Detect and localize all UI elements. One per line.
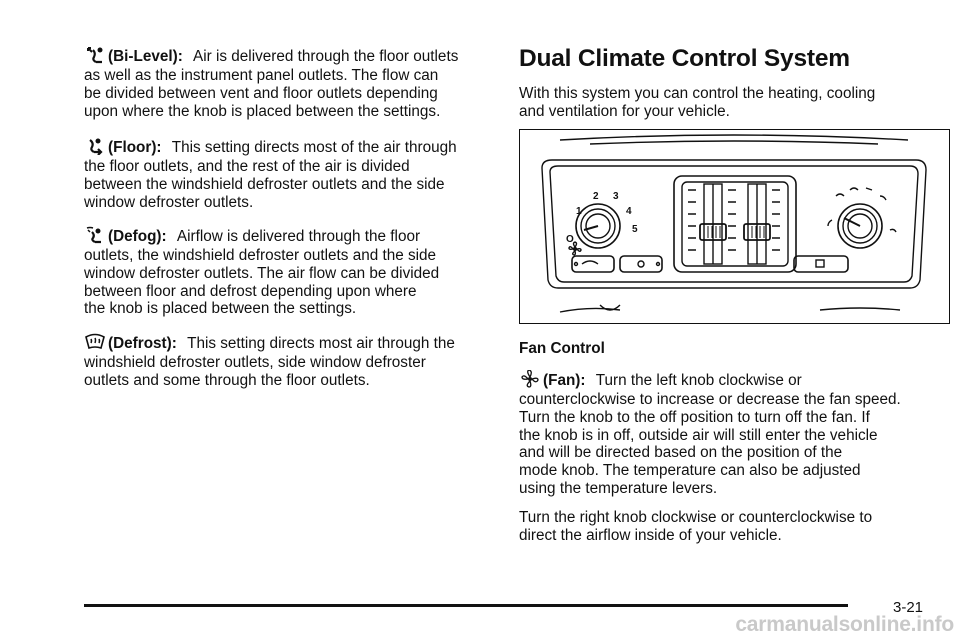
fan-paragraph	[519, 370, 901, 498]
mode-line-1: Turn the right knob clockwise or counterclockwise to	[519, 509, 873, 526]
bilevel-line-4: upon where the knob is placed between the settings.	[84, 102, 441, 120]
fan-line-5: and will be directed based on the position of the	[519, 444, 843, 462]
footer-rule	[84, 604, 848, 607]
defrost-line-2: windshield defroster outlets, side window defroster	[84, 354, 426, 371]
defrost-line-3: outlets and some through the floor outlets.	[84, 371, 370, 389]
bilevel-line-2: as well as the instrument panel outlets. The flow can	[84, 67, 439, 84]
defog-line-3: window defroster outlets. The air flow can be divided	[84, 264, 440, 282]
fan-icon	[519, 370, 541, 387]
fan-line-4: the knob is in off, outside air will still enter the vehicle	[519, 426, 878, 444]
fan-line-3: Turn the knob to the off position to turn off the fan. If	[519, 408, 870, 426]
watermark: carmanualsonline.info	[735, 613, 954, 636]
defrost-term: (Defrost):	[108, 335, 177, 352]
floor-airflow-icon	[84, 137, 106, 154]
mode-line-2: direct the airflow inside of your vehicle.	[519, 526, 782, 544]
page-number: 3-21	[893, 599, 924, 616]
defog-line-1: Airflow is delivered through the floor	[176, 228, 421, 245]
defrost-paragraph	[84, 333, 455, 390]
fan-speed-label-2: 2	[593, 191, 599, 202]
defog-airflow-icon	[84, 226, 106, 243]
floor-paragraph	[84, 137, 457, 211]
defrost-line-1: This setting directs most air through the	[187, 335, 455, 352]
intro-paragraph	[519, 85, 875, 121]
defog-term: (Defog):	[108, 228, 167, 245]
fan-speed-label-off: O	[566, 234, 574, 245]
fan-line-6: mode knob. The temperature can also be adjusted	[519, 462, 861, 480]
climate-panel-illustration	[520, 130, 948, 322]
fan-speed-label-1: 1	[576, 206, 582, 217]
bilevel-term: (Bi-Level):	[108, 48, 183, 65]
bilevel-line-1: Air is delivered through the floor outlets	[193, 48, 459, 65]
defog-line-2: outlets, the windshield defroster outlets and the side	[84, 247, 437, 264]
fan-line-1: Turn the left knob clockwise or	[595, 372, 802, 389]
floor-term: (Floor):	[108, 139, 162, 156]
mode-paragraph	[519, 509, 872, 545]
floor-line-1: This setting directs most of the air through	[171, 139, 457, 156]
fan-speed-label-5: 5	[632, 224, 638, 235]
fan-term: (Fan):	[543, 372, 586, 389]
defog-line-4: between floor and defrost depending upon where	[84, 282, 417, 300]
bilevel-paragraph	[84, 46, 458, 120]
defog-line-5: the knob is placed between the settings.	[84, 300, 357, 318]
bilevel-airflow-icon	[84, 46, 106, 63]
fan-line-7: using the temperature levers.	[519, 479, 718, 497]
fan-control-heading: Fan Control	[519, 340, 605, 357]
section-heading: Dual Climate Control System	[519, 45, 850, 72]
intro-line-2: and ventilation for your vehicle.	[519, 102, 730, 120]
floor-line-3: between the windshield defroster outlets and the side	[84, 175, 445, 193]
fan-line-2: counterclockwise to increase or decrease the fan speed.	[519, 391, 901, 408]
defrost-airflow-icon	[84, 333, 106, 350]
floor-line-2: the floor outlets, and the rest of the air is divided	[84, 158, 410, 175]
fan-speed-label-4: 4	[626, 206, 632, 217]
defog-paragraph	[84, 226, 439, 318]
bilevel-line-3: be divided between vent and floor outlets depending	[84, 84, 438, 102]
fan-speed-label-3: 3	[613, 191, 619, 202]
climate-control-panel-figure	[519, 129, 950, 324]
intro-line-1: With this system you can control the heating, cooling	[519, 85, 876, 102]
floor-line-4: window defroster outlets.	[84, 193, 254, 211]
